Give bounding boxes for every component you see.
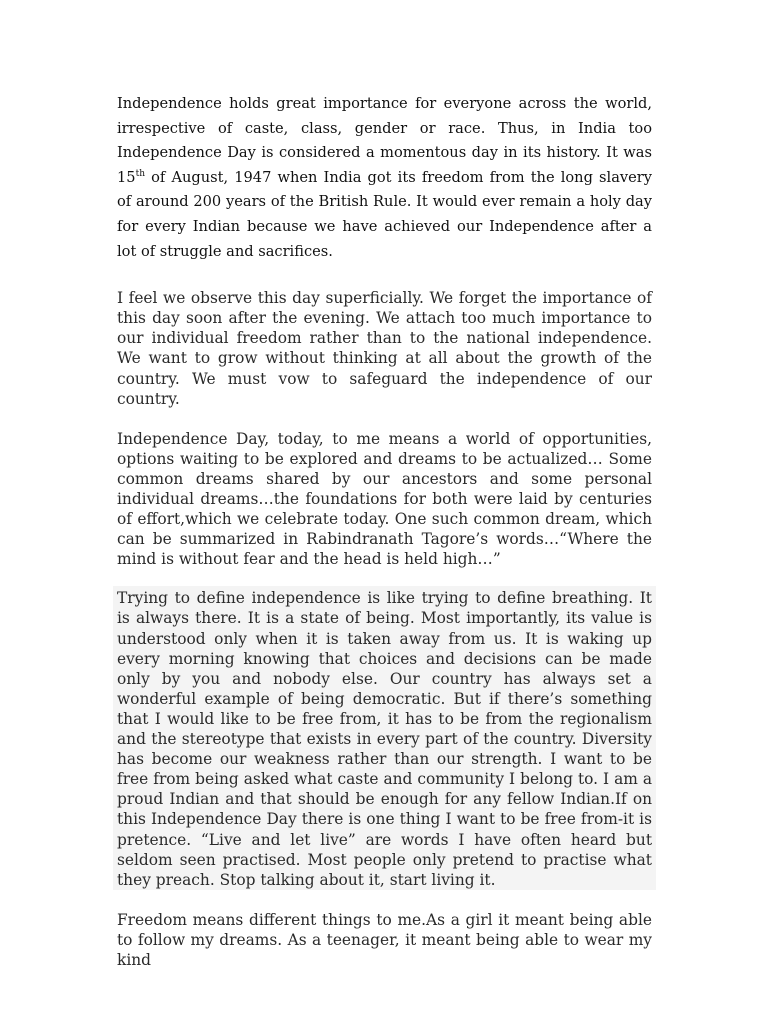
document-page	[117, 92, 652, 970]
ordinal-superscript: th	[135, 168, 145, 179]
paragraph-superficial-observance: I feel we observe this day superficially. We forget the importance of this day soon after the evening. We attach too much importance to our individual freedom rather than to the national independence. We want to grow without thinking at all about the growth of the country. We must vow to safeguard the independence of our country.	[117, 289, 652, 408]
paragraph-intro-part-b: of August, 1947 when India got its freedom from the long slavery of around 200 years of the British Rule. It would ever remain a holy day for every Indian because we have achieved our Independence after a lot of struggle and sacrifices.	[117, 168, 652, 260]
paragraph-intro	[117, 92, 652, 264]
paragraph-intro-part-a: Independence holds great importance for everyone across the world, irrespective of caste, class, gender or race. Thus, in India too Independence Day is considered a momentous day in its history. It was 15	[117, 95, 652, 186]
paragraph-opportunities: Independence Day, today, to me means a world of opportunities, options waiting to be explored and dreams to be actualized… Some common dreams shared by our ancestors and some personal individual dreams…the foundations for both were laid by centuries of effort,which we celebrate today. One such common dream, which can be summarized in Rabindranath Tagore’s words…“Where the mind is without fear and the head is held high…”	[117, 429, 652, 569]
paragraph-defining-independence: Trying to define independence is like trying to define breathing. It is always there. It is a state of being. Most importantly, its value is understood only when it is taken away from us. It is waking up every morning knowing that choices and decisions can be made only by you and nobody else. Our country has always set a wonderful example of being democratic. But if there’s something that I would like to be free from, it has to be from the regionalism and the stereotype that exists in every part of the country. Diversity has become our weakness rather than our strength. I want to be free from being asked what caste and community I belong to. I am a proud Indian and that should be enough for any fellow Indian.If on this Independence Day there is one thing I want to be free from-it is pretence. “Live and let live” are words I have often heard but seldom seen practised. Most people only pretend to practise what they preach. Stop talking about it, start living it.	[113, 586, 656, 889]
paragraph-freedom-meanings: Freedom means different things to me.As a girl it meant being able to follow my dreams. As a teenager, it meant being able to wear my kind	[117, 910, 652, 969]
